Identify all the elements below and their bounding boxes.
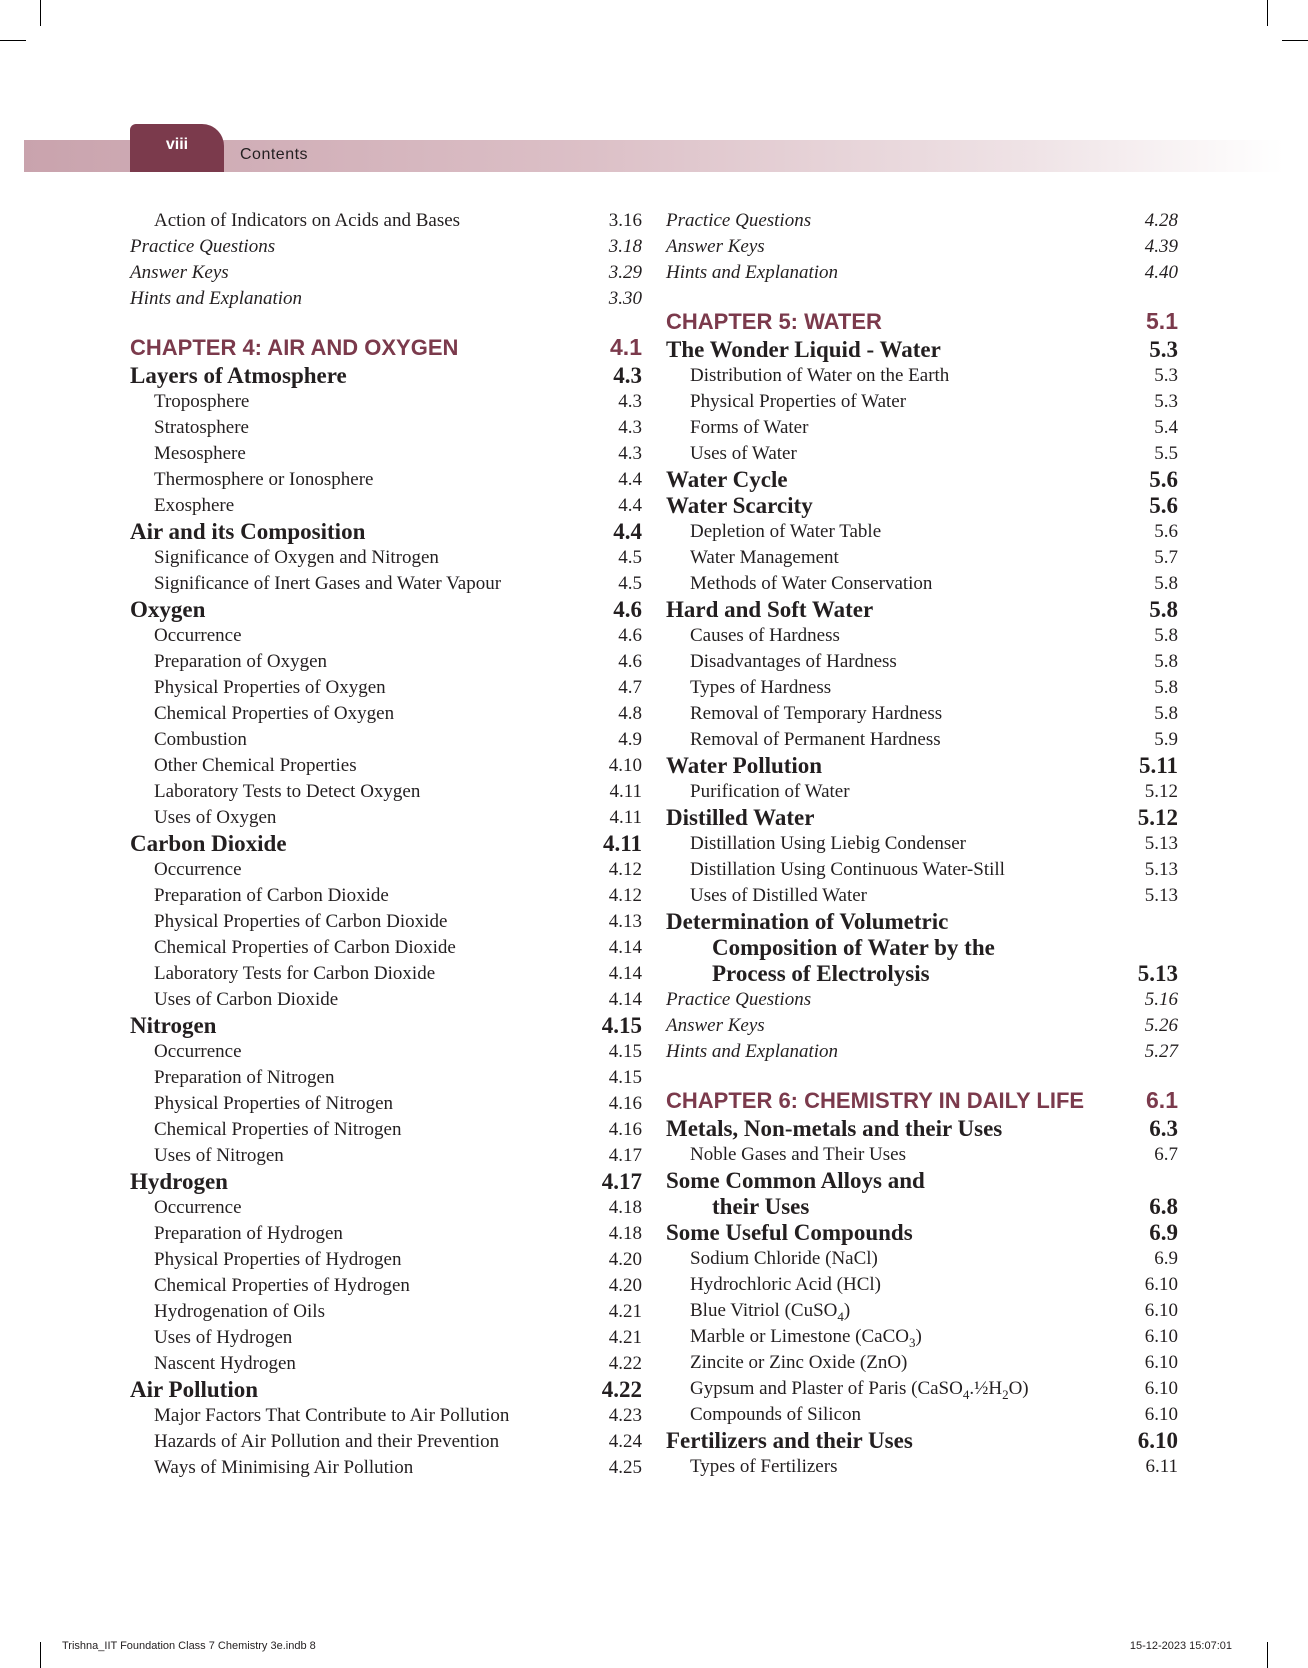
toc-subentry[interactable] — [666, 701, 1178, 727]
toc-page-number: 4.17 — [608, 1145, 642, 1166]
toc-page-number: 5.8 — [1154, 625, 1178, 646]
toc-title: Answer Keys — [666, 1015, 765, 1036]
toc-title: Water Management — [690, 547, 839, 568]
toc-title: Practice Questions — [130, 236, 276, 257]
toc-heading-entry[interactable] — [666, 1428, 1178, 1454]
toc-heading-entry[interactable] — [666, 1116, 1178, 1142]
toc-page-number: 5.12 — [1144, 781, 1178, 802]
toc-subentry[interactable] — [666, 857, 1178, 883]
toc-subentry[interactable] — [130, 857, 642, 883]
toc-page-number: 5.13 — [1144, 859, 1178, 880]
toc-subentry[interactable] — [130, 753, 642, 779]
toc-page-number: 5.8 — [1154, 573, 1178, 594]
toc-subentry[interactable] — [666, 623, 1178, 649]
toc-title: Answer Keys — [666, 236, 765, 257]
crop-mark — [40, 0, 41, 26]
toc-page-number: 4.16 — [608, 1093, 642, 1114]
toc-title: Answer Keys — [130, 262, 229, 283]
toc-page-number: 5.27 — [1144, 1041, 1178, 1062]
toc-page-number: 6.9 — [1154, 1248, 1178, 1269]
toc-subentry[interactable] — [130, 1403, 642, 1429]
toc-title: Hard and Soft Water — [666, 597, 874, 622]
toc-heading-entry[interactable] — [666, 753, 1178, 779]
toc-title: Practice Questions — [666, 989, 812, 1010]
toc-subentry[interactable] — [130, 701, 642, 727]
toc-subentry[interactable] — [666, 1246, 1178, 1272]
toc-subentry[interactable] — [130, 649, 642, 675]
toc-page-number: 5.13 — [1144, 885, 1178, 906]
toc-end-matter[interactable] — [666, 1039, 1178, 1065]
toc-page-number: 5.13 — [1137, 961, 1178, 986]
toc-title: Nitrogen — [130, 1013, 217, 1038]
toc-page-number: 4.14 — [608, 937, 642, 958]
toc-subentry[interactable] — [130, 779, 642, 805]
toc-page-number: 6.10 — [1144, 1404, 1178, 1425]
toc-title: Hydrogenation of Oils — [154, 1301, 325, 1322]
toc-title: Fertilizers and their Uses — [666, 1428, 913, 1453]
toc-end-matter[interactable] — [666, 987, 1178, 1013]
toc-page-number: 4.20 — [608, 1249, 642, 1270]
toc-page-number: 4.14 — [608, 963, 642, 984]
toc-title: Some Useful Compounds — [666, 1220, 913, 1245]
toc-subentry[interactable] — [666, 415, 1178, 441]
toc-title: Hydrogen — [130, 1169, 228, 1194]
toc-page-number: 4.21 — [608, 1301, 642, 1322]
toc-subentry[interactable] — [130, 1039, 642, 1065]
toc-page-number: 4.22 — [608, 1353, 642, 1374]
toc-page-number: 6.10 — [1144, 1352, 1178, 1373]
toc-subentry[interactable] — [130, 493, 642, 519]
chapter-heading[interactable] — [666, 1085, 1178, 1116]
toc-page-number: 6.3 — [1149, 1116, 1178, 1141]
toc-subentry[interactable] — [666, 571, 1178, 597]
toc-subentry[interactable] — [130, 441, 642, 467]
toc-heading-entry[interactable] — [130, 831, 642, 857]
crop-mark — [1267, 1642, 1268, 1668]
toc-page-number: 4.5 — [618, 547, 642, 568]
toc-title: their Uses — [712, 1194, 810, 1219]
toc-page-number: 5.16 — [1144, 989, 1178, 1010]
toc-page-number: 4.11 — [609, 781, 642, 802]
toc-title: Combustion — [154, 729, 247, 750]
toc-page-number: 4.3 — [618, 443, 642, 464]
toc-title: Occurrence — [154, 625, 242, 646]
toc-subentry[interactable] — [666, 545, 1178, 571]
toc-heading-entry[interactable] — [130, 363, 642, 389]
toc-title: Composition of Water by the — [712, 935, 995, 960]
toc-title: Chemical Properties of Carbon Dioxide — [154, 937, 456, 958]
toc-heading-entry[interactable] — [666, 1168, 1178, 1220]
toc-heading-entry[interactable] — [666, 467, 1178, 493]
toc-page-number: 6.10 — [1144, 1378, 1178, 1399]
toc-title: Other Chemical Properties — [154, 755, 357, 776]
toc-page-number: 4.3 — [613, 363, 642, 388]
toc-page-number: 5.11 — [1139, 753, 1178, 778]
toc-end-matter[interactable] — [666, 1013, 1178, 1039]
toc-subentry[interactable] — [130, 1351, 642, 1377]
toc-title: Determination of Volumetric — [666, 909, 949, 934]
toc-page-number: 4.15 — [601, 1013, 642, 1038]
chapter-heading[interactable] — [666, 306, 1178, 337]
toc-title: Exosphere — [154, 495, 235, 516]
toc-subentry[interactable] — [130, 1117, 642, 1143]
toc-subentry[interactable] — [130, 623, 642, 649]
toc-page-number: 4.12 — [608, 859, 642, 880]
toc-title: Removal of Permanent Hardness — [690, 729, 941, 750]
toc-title: Some Common Alloys and — [666, 1168, 925, 1193]
toc-title: Blue Vitriol (CuSO$_4$) — [690, 1300, 851, 1324]
crop-mark — [1282, 40, 1308, 41]
toc-title: Physical Properties of Oxygen — [154, 677, 386, 698]
toc-subentry[interactable] — [666, 389, 1178, 415]
header-label: Contents — [240, 146, 309, 163]
toc-end-matter[interactable] — [130, 260, 642, 286]
toc-title: Mesosphere — [154, 443, 246, 464]
toc-title: Uses of Distilled Water — [690, 885, 868, 906]
toc-title: Metals, Non-metals and their Uses — [666, 1116, 1003, 1141]
toc-page-number: 4.40 — [1144, 262, 1178, 283]
footer-file-info: Trishna_IIT Foundation Class 7 Chemistry 3e.indb 8 — [62, 1640, 316, 1652]
toc-page-number: 5.8 — [1154, 677, 1178, 698]
toc-page-number: 4.15 — [608, 1067, 642, 1088]
toc-page-number: 4.17 — [601, 1169, 642, 1194]
toc-title: Action of Indicators on Acids and Bases — [154, 210, 461, 231]
toc-title: Laboratory Tests to Detect Oxygen — [154, 781, 421, 802]
toc-page-number: 4.11 — [609, 807, 642, 828]
toc-title: Air and its Composition — [130, 519, 366, 544]
toc-page-number: 4.11 — [603, 831, 642, 856]
toc-title: Removal of Temporary Hardness — [690, 703, 943, 724]
section-gap — [130, 312, 642, 332]
toc-end-matter[interactable] — [130, 234, 642, 260]
toc-title: Physical Properties of Carbon Dioxide — [154, 911, 448, 932]
toc-page-number: 5.8 — [1154, 703, 1178, 724]
toc-subentry[interactable] — [130, 1195, 642, 1221]
toc-page-number: 4.13 — [608, 911, 642, 932]
toc-subentry[interactable] — [666, 1376, 1178, 1402]
toc-title: Water Cycle — [666, 467, 788, 492]
toc-title: CHAPTER 5: WATER — [666, 309, 882, 334]
toc-page-number: 5.6 — [1149, 467, 1178, 492]
toc-title: Compounds of Silicon — [690, 1404, 862, 1425]
toc-title: Preparation of Oxygen — [154, 651, 328, 672]
toc-heading-entry[interactable] — [130, 1169, 642, 1195]
toc-heading-entry[interactable] — [666, 337, 1178, 363]
toc-heading-entry[interactable] — [666, 1220, 1178, 1246]
toc-page-number: 5.7 — [1154, 547, 1178, 568]
toc-subentry[interactable] — [666, 363, 1178, 389]
toc-heading-entry[interactable] — [666, 805, 1178, 831]
toc-page-number: 5.8 — [1154, 651, 1178, 672]
toc-page-number: 5.6 — [1149, 493, 1178, 518]
toc-subentry[interactable] — [130, 675, 642, 701]
toc-page-number: 4.23 — [608, 1405, 642, 1426]
toc-title: Sodium Chloride (NaCl) — [690, 1248, 878, 1269]
crop-mark — [0, 40, 26, 41]
toc-page-number: 3.30 — [608, 288, 642, 309]
toc-title: Distilled Water — [666, 805, 815, 830]
toc-page-number: 4.16 — [608, 1119, 642, 1140]
toc-title: Purification of Water — [690, 781, 850, 802]
section-gap — [666, 286, 1178, 306]
chapter-heading[interactable] — [130, 332, 642, 363]
toc-heading-entry[interactable] — [130, 1013, 642, 1039]
toc-page-number: 5.5 — [1154, 443, 1178, 464]
toc-title: Chemical Properties of Oxygen — [154, 703, 395, 724]
toc-title: Major Factors That Contribute to Air Pollution — [154, 1405, 510, 1426]
toc-subentry[interactable] — [130, 467, 642, 493]
toc-title: Physical Properties of Hydrogen — [154, 1249, 402, 1270]
toc-title: Preparation of Nitrogen — [154, 1067, 335, 1088]
section-gap — [666, 1065, 1178, 1085]
toc-title: Uses of Water — [690, 443, 797, 464]
toc-subentry[interactable] — [130, 1065, 642, 1091]
crop-mark — [1267, 0, 1268, 26]
footer-timestamp: 15-12-2023 15:07:01 — [1129, 1640, 1232, 1652]
toc-page-number: 4.28 — [1144, 210, 1178, 231]
toc-title: Water Scarcity — [666, 493, 813, 518]
toc-title: Uses of Hydrogen — [154, 1327, 293, 1348]
toc-subentry[interactable] — [130, 571, 642, 597]
toc-title: Marble or Limestone (CaCO$_3$) — [690, 1326, 922, 1350]
toc-subentry[interactable] — [666, 1272, 1178, 1298]
toc-page-number: 4.14 — [608, 989, 642, 1010]
toc-title: Occurrence — [154, 859, 242, 880]
toc-left-column — [130, 208, 642, 1481]
crop-mark — [40, 1642, 41, 1668]
toc-page-number: 6.10 — [1144, 1326, 1178, 1347]
toc-heading-entry[interactable] — [130, 1377, 642, 1403]
toc-end-matter[interactable] — [130, 286, 642, 312]
toc-page-number: 4.3 — [618, 417, 642, 438]
toc-subentry[interactable] — [130, 883, 642, 909]
toc-subentry[interactable] — [666, 1350, 1178, 1376]
toc-subentry[interactable] — [130, 987, 642, 1013]
toc-title: Disadvantages of Hardness — [690, 651, 897, 672]
toc-page-number: 3.16 — [608, 210, 642, 231]
toc-title: CHAPTER 6: CHEMISTRY IN DAILY LIFE — [666, 1088, 1085, 1113]
toc-title: CHAPTER 4: AIR AND OXYGEN — [130, 335, 459, 360]
toc-heading-entry[interactable] — [666, 597, 1178, 623]
toc-right-column — [666, 208, 1178, 1480]
toc-page-number: 4.1 — [610, 334, 642, 360]
toc-page-number: 4.22 — [601, 1377, 642, 1402]
toc-title: Uses of Oxygen — [154, 807, 277, 828]
toc-subentry[interactable] — [130, 1429, 642, 1455]
toc-title: Thermosphere or Ionosphere — [154, 469, 374, 490]
toc-page-number: 3.18 — [608, 236, 642, 257]
toc-title: Layers of Atmosphere — [130, 363, 347, 388]
toc-title: Hydrochloric Acid (HCl) — [690, 1274, 882, 1295]
toc-subentry[interactable] — [130, 909, 642, 935]
toc-subentry[interactable] — [130, 415, 642, 441]
toc-title: Hints and Explanation — [130, 288, 303, 309]
toc-subentry[interactable] — [666, 831, 1178, 857]
toc-title: Depletion of Water Table — [690, 521, 882, 542]
toc-title: Chemical Properties of Hydrogen — [154, 1275, 410, 1296]
toc-subentry[interactable] — [666, 441, 1178, 467]
toc-end-matter[interactable] — [666, 208, 1178, 234]
toc-page-number: 5.13 — [1144, 833, 1178, 854]
toc-title: Physical Properties of Water — [690, 391, 907, 412]
toc-page-number: 4.24 — [608, 1431, 642, 1452]
toc-page-number: 6.11 — [1145, 1456, 1178, 1477]
toc-subentry[interactable] — [666, 1142, 1178, 1168]
toc-page-number: 4.4 — [618, 495, 642, 516]
page-number: viii — [165, 136, 189, 153]
toc-page-number: 5.3 — [1149, 337, 1178, 362]
toc-title: Types of Fertilizers — [690, 1456, 838, 1477]
toc-heading-entry[interactable] — [666, 493, 1178, 519]
toc-title: The Wonder Liquid - Water — [666, 337, 941, 362]
toc-title: Occurrence — [154, 1041, 242, 1062]
toc-page-number: 4.7 — [618, 677, 642, 698]
toc-title: Chemical Properties of Nitrogen — [154, 1119, 402, 1140]
toc-subentry[interactable] — [130, 1455, 642, 1481]
toc-title: Distillation Using Liebig Condenser — [690, 833, 967, 854]
toc-title: Types of Hardness — [690, 677, 832, 698]
toc-end-matter[interactable] — [666, 260, 1178, 286]
toc-title: Uses of Carbon Dioxide — [154, 989, 339, 1010]
toc-title: Hints and Explanation — [666, 1041, 839, 1062]
toc-page-number: 6.7 — [1154, 1144, 1178, 1165]
toc-title: Significance of Inert Gases and Water Vapour — [154, 573, 502, 594]
toc-title: Uses of Nitrogen — [154, 1145, 284, 1166]
toc-page-number: 5.6 — [1154, 521, 1178, 542]
toc-page-number: 4.20 — [608, 1275, 642, 1296]
toc-page-number: 4.39 — [1144, 236, 1178, 257]
toc-title: Process of Electrolysis — [712, 961, 930, 986]
toc-subentry[interactable] — [130, 1273, 642, 1299]
toc-page-number: 4.10 — [608, 755, 642, 776]
toc-page-number: 4.3 — [618, 391, 642, 412]
toc-subentry[interactable] — [130, 1221, 642, 1247]
toc-heading-entry[interactable] — [666, 909, 1178, 987]
toc-subentry[interactable] — [130, 805, 642, 831]
toc-subentry[interactable] — [666, 1402, 1178, 1428]
toc-subentry[interactable] — [130, 1247, 642, 1273]
toc-subentry[interactable] — [130, 961, 642, 987]
toc-title: Stratosphere — [154, 417, 249, 438]
toc-page-number: 5.3 — [1154, 391, 1178, 412]
toc-page-number: 4.6 — [618, 625, 642, 646]
toc-page-number: 6.10 — [1144, 1274, 1178, 1295]
toc-page-number: 4.15 — [608, 1041, 642, 1062]
toc-subentry[interactable] — [130, 208, 642, 234]
toc-subentry[interactable] — [666, 1324, 1178, 1350]
toc-title: Zincite or Zinc Oxide (ZnO) — [690, 1352, 908, 1373]
toc-subentry[interactable] — [130, 389, 642, 415]
toc-page-number: 4.18 — [608, 1223, 642, 1244]
toc-page-number: 4.12 — [608, 885, 642, 906]
toc-page-number: 6.10 — [1137, 1428, 1178, 1453]
toc-subentry[interactable] — [666, 1454, 1178, 1480]
toc-subentry[interactable] — [666, 675, 1178, 701]
toc-title: Methods of Water Conservation — [690, 573, 933, 594]
toc-subentry[interactable] — [666, 519, 1178, 545]
toc-page-number: 5.9 — [1154, 729, 1178, 750]
toc-page-number: 3.29 — [608, 262, 642, 283]
toc-title: Noble Gases and Their Uses — [690, 1144, 906, 1165]
toc-subentry[interactable] — [666, 649, 1178, 675]
toc-subentry[interactable] — [130, 1325, 642, 1351]
toc-subentry[interactable] — [130, 935, 642, 961]
toc-title: Practice Questions — [666, 210, 812, 231]
toc-page-number: 6.9 — [1149, 1220, 1178, 1245]
toc-subentry[interactable] — [666, 727, 1178, 753]
toc-title: Forms of Water — [690, 417, 809, 438]
toc-title: Physical Properties of Nitrogen — [154, 1093, 394, 1114]
toc-page-number: 6.1 — [1146, 1087, 1178, 1113]
toc-title: Laboratory Tests for Carbon Dioxide — [154, 963, 436, 984]
toc-subentry[interactable] — [666, 1298, 1178, 1324]
toc-page-number: 5.26 — [1144, 1015, 1178, 1036]
toc-title: Preparation of Hydrogen — [154, 1223, 343, 1244]
toc-subentry[interactable] — [130, 545, 642, 571]
toc-title: Ways of Minimising Air Pollution — [154, 1457, 414, 1478]
toc-subentry[interactable] — [666, 779, 1178, 805]
toc-title: Nascent Hydrogen — [154, 1353, 296, 1374]
toc-title: Causes of Hardness — [690, 625, 840, 646]
toc-page-number: 5.3 — [1154, 365, 1178, 386]
toc-title: Water Pollution — [666, 753, 823, 778]
toc-title: Distribution of Water on the Earth — [690, 365, 950, 386]
toc-page-number: 6.8 — [1149, 1194, 1178, 1219]
toc-page-number: 5.12 — [1137, 805, 1178, 830]
toc-subentry[interactable] — [666, 883, 1178, 909]
toc-title: Troposphere — [154, 391, 250, 412]
toc-title: Significance of Oxygen and Nitrogen — [154, 547, 439, 568]
toc-page-number: 4.8 — [618, 703, 642, 724]
toc-page-number: 4.4 — [618, 469, 642, 490]
toc-title: Carbon Dioxide — [130, 831, 287, 856]
toc-subentry[interactable] — [130, 1143, 642, 1169]
toc-page-number: 6.10 — [1144, 1300, 1178, 1321]
toc-page-number: 4.6 — [613, 597, 642, 622]
toc-subentry[interactable] — [130, 727, 642, 753]
toc-subentry[interactable] — [130, 1091, 642, 1117]
toc-page-number: 4.9 — [618, 729, 642, 750]
toc-page-number: 4.25 — [608, 1457, 642, 1478]
toc-title: Gypsum and Plaster of Paris $(CaSO_4.\frac{1}{2}H_2O)$ — [690, 1378, 1029, 1402]
toc-title: Occurrence — [154, 1197, 242, 1218]
toc-page-number: 4.18 — [608, 1197, 642, 1218]
toc-heading-entry[interactable] — [130, 519, 642, 545]
toc-page-number: 5.4 — [1154, 417, 1178, 438]
toc-page-number: 5.8 — [1149, 597, 1178, 622]
toc-end-matter[interactable] — [666, 234, 1178, 260]
toc-title: Air Pollution — [130, 1377, 259, 1402]
toc-title: Oxygen — [130, 597, 206, 622]
toc-page-number: 4.5 — [618, 573, 642, 594]
toc-heading-entry[interactable] — [130, 597, 642, 623]
toc-subentry[interactable] — [130, 1299, 642, 1325]
toc-title: Hints and Explanation — [666, 262, 839, 283]
toc-title: Preparation of Carbon Dioxide — [154, 885, 389, 906]
toc-title: Hazards of Air Pollution and their Prevention — [154, 1431, 500, 1452]
toc-title: Distillation Using Continuous Water-Still — [690, 859, 1005, 880]
toc-page-number: 4.21 — [608, 1327, 642, 1348]
toc-page-number: 4.4 — [613, 519, 642, 544]
toc-page-number: 5.1 — [1146, 308, 1178, 334]
toc-page-number: 4.6 — [618, 651, 642, 672]
